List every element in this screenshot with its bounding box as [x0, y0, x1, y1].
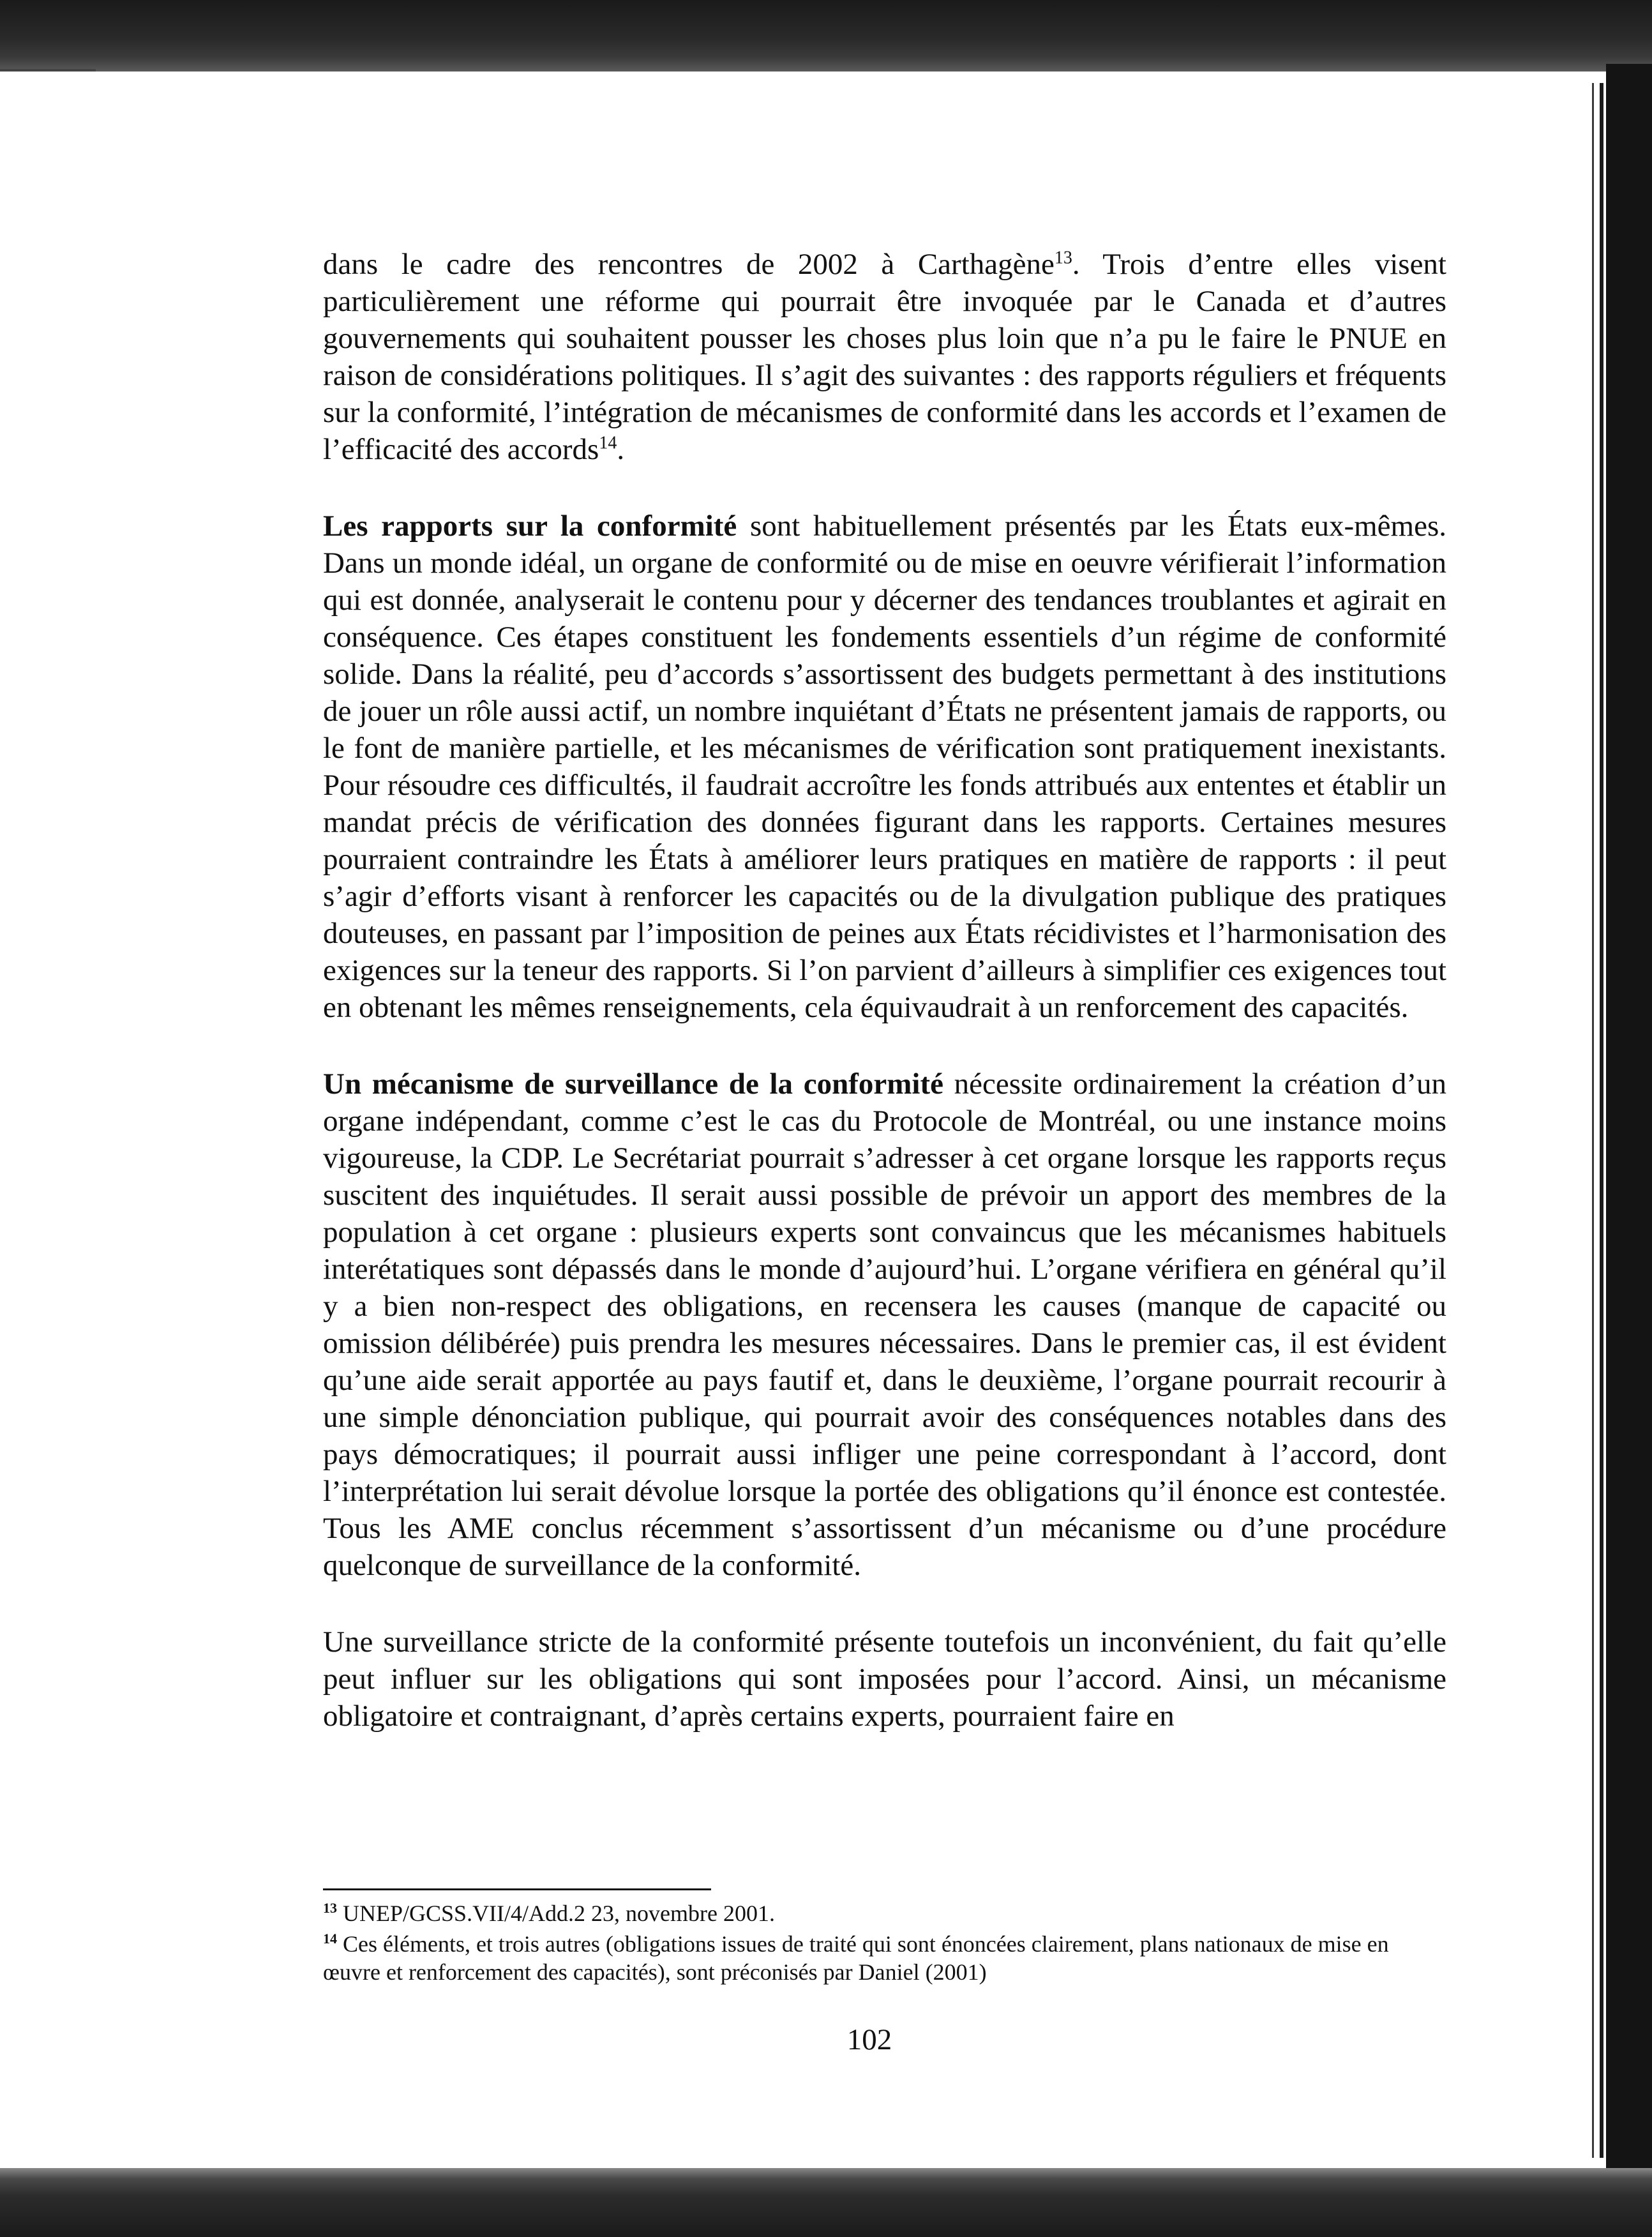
paragraph-intro-middle: . Trois d’entre elles visent particulièrement une réforme qui pourrait être invoquée par le Canada et d’autres gouvernements qui souhaitent pousser les choses plus loin que n’a pu le faire le PNUE en raison de considérations politiques. Il s’agit des suivantes : des rapports réguliers et fréquents sur la conformité, l’intégration de mécanismes de conformité dans les accords et l’examen de l’efficacité des accords: [323, 248, 1446, 466]
footnote-14: [323, 1930, 1408, 1986]
scan-border-right: [1606, 64, 1652, 2177]
paragraph-intro-after: .: [617, 433, 625, 466]
footnote-ref-14[interactable]: 14: [599, 433, 617, 453]
paragraph-intro: [323, 246, 1446, 468]
footnote-13: [323, 1899, 1408, 1927]
page-number: 102: [846, 2023, 892, 2056]
paragraph-surveillance-heading: Un mécanisme de surveillance de la conformité: [323, 1067, 943, 1101]
footnote-separator: [323, 1888, 711, 1890]
paragraph-surveillance-text: nécessite ordinairement la création d’un organe indépendant, comme c’est le cas du Protocole de Montréal, ou une instance moins vigoureuse, la CDP. Le Secrétariat pourrait s’adresser à cet organe lorsque les rapports reçus suscitent des inquiétudes. Il serait aussi possible de prévoir un apport des membres de la population à cet organe : plusieurs experts sont convaincus que les mécanismes habituels interétatiques sont dépassés dans le monde d’aujourd’hui. L’organe vérifiera en général qu’il y a bien non-respect des obligations, en recensera les causes (manque de capacité ou omission délibérée) puis prendra les mesures nécessaires. Dans le premier cas, il est évident qu’une aide serait apportée au pays fautif et, dans le deuxième, l’organe pourrait recourir à une simple dénonciation publique, qui pourrait avoir des conséquences notables dans des pays démocratiques; il pourrait aussi infliger une peine correspondant à l’accord, dont l’interprétation lui serait dévolue lorsque la portée des obligations qu’il énonce est contestée. Tous les AME conclus récemment s’assortissent d’un mécanisme ou d’une procédure quelconque de surveillance de la conformité.: [323, 1067, 1446, 1582]
paragraph-surveillance: [323, 1066, 1446, 1584]
footnote-text: Ces éléments, et trois autres (obligations issues de traité qui sont énoncées clairement, plans nationaux de mise en œuvre et renforcement des capacités), sont préconisés par Daniel (2001): [323, 1931, 1389, 1985]
paragraph-rapports: [323, 508, 1446, 1026]
scan-border-top-edge: [0, 69, 96, 72]
scan-border-bottom: [0, 2168, 1652, 2237]
footnote-text: UNEP/GCSS.VII/4/Add.2 23, novembre 2001.: [337, 1901, 775, 1926]
paragraph-inconvenient: [323, 1623, 1446, 1735]
paragraph-rapports-heading: Les rapports sur la conformité: [323, 509, 737, 543]
paragraph-inconvenient-text: Une surveillance stricte de la conformité présente toutefois un inconvénient, du fait qu’elle peut influer sur les obligations qui sont imposées pour l’accord. Ainsi, un mécanisme obligatoire et contraignant, d’après certains experts, pourraient faire en: [323, 1625, 1446, 1733]
scan-border-top: [0, 0, 1652, 72]
scan-binding-line: [1600, 83, 1603, 2158]
footnotes: [323, 1899, 1408, 1989]
scan-binding-line-thin: [1592, 83, 1594, 2158]
footnote-ref-13[interactable]: 13: [1054, 248, 1072, 268]
page-body: [323, 246, 1446, 1774]
footnote-number: 13: [323, 1900, 337, 1916]
paragraph-intro-before: dans le cadre des rencontres de 2002 à Carthagène: [323, 248, 1055, 281]
paragraph-rapports-text: sont habituellement présentés par les États eux-mêmes. Dans un monde idéal, un organe de conformité ou de mise en oeuvre vérifierait l’information qui est donnée, analyserait le contenu pour y décerner des tendances troublantes et agirait en conséquence. Ces étapes constituent les fondements essentiels d’un régime de conformité solide. Dans la réalité, peu d’accords s’assortissent des budgets permettant à des institutions de jouer un rôle aussi actif, un nombre inquiétant d’États ne présentent jamais de rapports, ou le font de manière partielle, et les mécanismes de vérification sont pratiquement inexistants. Pour résoudre ces difficultés, il faudrait accroître les fonds attribués aux ententes et établir un mandat précis de vérification des données figurant dans les rapports. Certaines mesures pourraient contraindre les États à améliorer leurs pratiques en matière de rapports : il peut s’agir d’efforts visant à renforcer les capacités ou de la divulgation publique des pratiques douteuses, en passant par l’imposition de peines aux États récidivistes et l’harmonisation des exigences sur la teneur des rapports. Si l’on parvient d’ailleurs à simplifier ces exigences tout en obtenant les mêmes renseignements, cela équivaudrait à un renforcement des capacités.: [323, 509, 1446, 1024]
footnote-number: 14: [323, 1931, 337, 1947]
